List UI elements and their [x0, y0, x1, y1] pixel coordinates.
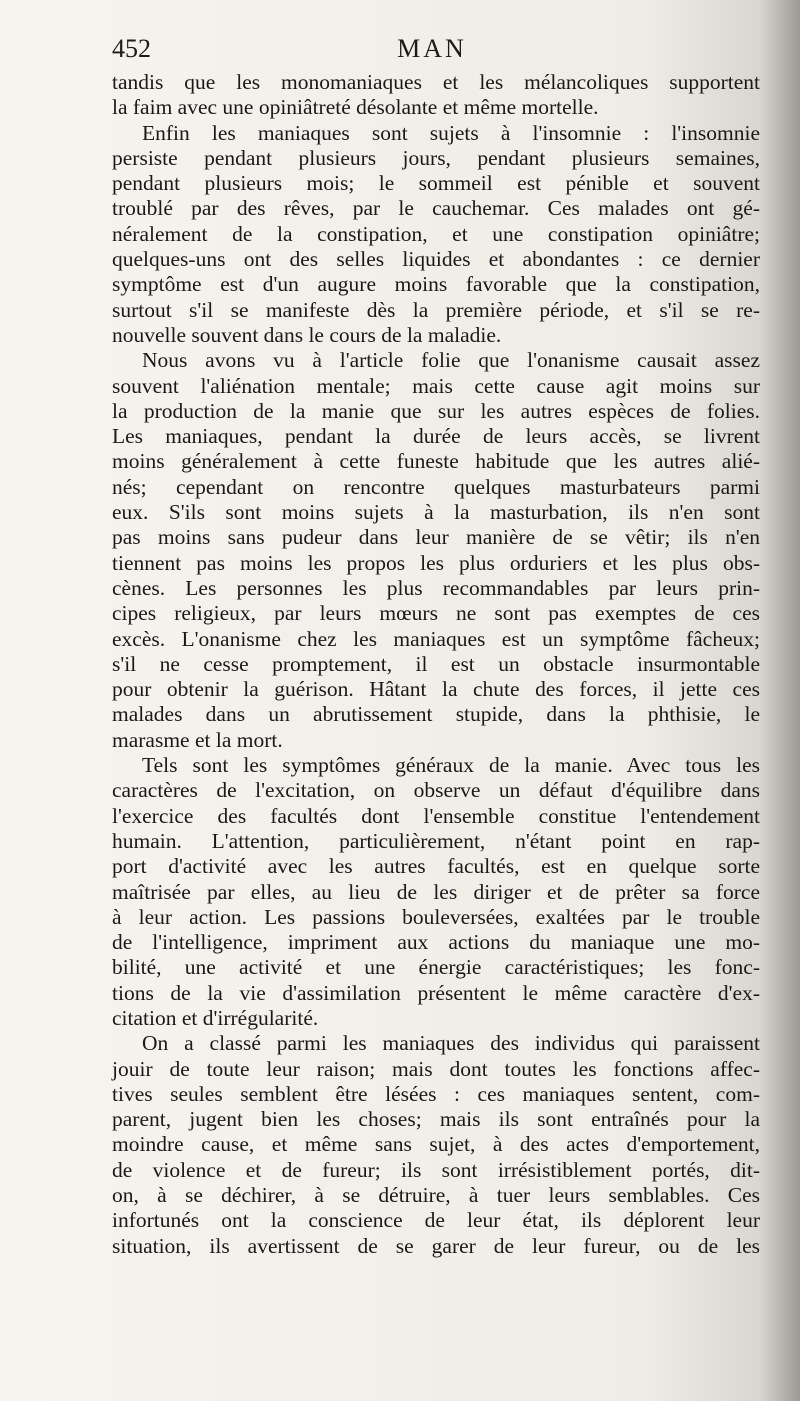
- text-line: maîtrisée par elles, au lieu de les diriger et de prêter sa force: [112, 879, 760, 904]
- text-line: surtout s'il se manifeste dès la première période, et s'il se re-: [112, 297, 760, 322]
- text-line: On a classé parmi les maniaques des individus qui paraissent: [142, 1031, 760, 1056]
- text-line: malades dans un abrutissement stupide, dans la phthisie, le: [112, 702, 760, 727]
- text-line: pendant plusieurs mois; le sommeil est pénible et souvent: [112, 171, 760, 196]
- text-line: excès. L'onanisme chez les maniaques est un symptôme fâcheux;: [112, 626, 760, 651]
- text-line: marasme et la mort.: [112, 727, 283, 752]
- text-line: cipes religieux, par leurs mœurs ne sont pas exemptes de ces: [112, 601, 760, 626]
- text-line: troublé par des rêves, par le cauchemar. Ces malades ont gé-: [112, 196, 760, 221]
- text-line: pour obtenir la guérison. Hâtant la chute des forces, il jette ces: [112, 677, 760, 702]
- text-line: quelques-uns ont des selles liquides et abondantes : ce dernier: [112, 247, 760, 272]
- text-line: souvent l'aliénation mentale; mais cette cause agit moins sur: [112, 373, 760, 398]
- text-line: moindre cause, et même sans sujet, à des actes d'emportement,: [112, 1132, 760, 1157]
- page-header: [112, 32, 752, 72]
- body-text: [112, 70, 760, 1259]
- text-line: la production de la manie que sur les autres espèces de folies.: [112, 398, 760, 423]
- paragraph: [112, 121, 760, 349]
- text-line: tiennent pas moins les propos les plus orduriers et les plus obs-: [112, 550, 760, 575]
- text-line: l'exercice des facultés dont l'ensemble constitue l'entendement: [112, 803, 760, 828]
- paragraph: [112, 753, 760, 1031]
- text-line: symptôme est d'un augure moins favorable que la constipation,: [112, 272, 760, 297]
- paragraph: [112, 348, 760, 753]
- text-line: humain. L'attention, particulièrement, n'étant point en rap-: [112, 828, 760, 853]
- text-line: bilité, une activité et une énergie caractéristiques; les fonc-: [112, 955, 760, 980]
- text-line: néralement de la constipation, et une constipation opiniâtre;: [112, 221, 760, 246]
- page-number: 452: [112, 34, 151, 63]
- text-line: pas moins sans pudeur dans leur manière de se vêtir; ils n'en: [112, 525, 760, 550]
- text-line: nés; cependant on rencontre quelques masturbateurs parmi: [112, 474, 760, 499]
- running-head: MAN: [397, 34, 467, 63]
- text-line: tandis que les monomaniaques et les mélancoliques supportent: [112, 70, 760, 94]
- text-line: de l'intelligence, impriment aux actions du maniaque une mo-: [112, 930, 760, 955]
- text-line: tives seules semblent être lésées : ces maniaques sentent, com-: [112, 1081, 760, 1106]
- text-line: citation et d'irrégularité.: [112, 1005, 319, 1030]
- text-line: s'il ne cesse promptement, il est un obstacle insurmontable: [112, 651, 760, 676]
- text-line: situation, ils avertissent de se garer de leur fureur, ou de les: [112, 1233, 760, 1258]
- text-line: persiste pendant plusieurs jours, pendant plusieurs semaines,: [112, 145, 760, 170]
- paragraph: [112, 1031, 760, 1259]
- text-line: Enfin les maniaques sont sujets à l'insomnie : l'insomnie: [142, 120, 760, 145]
- text-line: parent, jugent bien les choses; mais ils sont entraînés pour la: [112, 1107, 760, 1132]
- text-line: caractères de l'excitation, on observe un défaut d'équilibre dans: [112, 778, 760, 803]
- text-line: on, à se déchirer, à se détruire, à tuer leurs semblables. Ces: [112, 1183, 760, 1208]
- text-line: à leur action. Les passions bouleversées, exaltées par le trouble: [112, 904, 760, 929]
- text-line: jouir de toute leur raison; mais dont toutes les fonctions affec-: [112, 1056, 760, 1081]
- text-line: infortunés ont la conscience de leur état, ils déplorent leur: [112, 1208, 760, 1233]
- text-line: de violence et de fureur; ils sont irrésistiblement portés, dit-: [112, 1157, 760, 1182]
- paragraph: [112, 70, 760, 121]
- text-line: la faim avec une opiniâtreté désolante et même mortelle.: [112, 95, 599, 120]
- text-line: eux. S'ils sont moins sujets à la masturbation, ils n'en sont: [112, 500, 760, 525]
- text-line: Nous avons vu à l'article folie que l'onanisme causait assez: [142, 348, 760, 373]
- text-line: Les maniaques, pendant la durée de leurs accès, se livrent: [112, 424, 760, 449]
- text-line: port d'activité avec les autres facultés, est en quelque sorte: [112, 854, 760, 879]
- text-line: cènes. Les personnes les plus recommandables par leurs prin-: [112, 575, 760, 600]
- text-line: Tels sont les symptômes généraux de la manie. Avec tous les: [142, 753, 760, 778]
- text-line: nouvelle souvent dans le cours de la maladie.: [112, 322, 502, 347]
- text-line: moins généralement à cette funeste habitude que les autres alié-: [112, 449, 760, 474]
- text-line: tions de la vie d'assimilation présentent le même caractère d'ex-: [112, 980, 760, 1005]
